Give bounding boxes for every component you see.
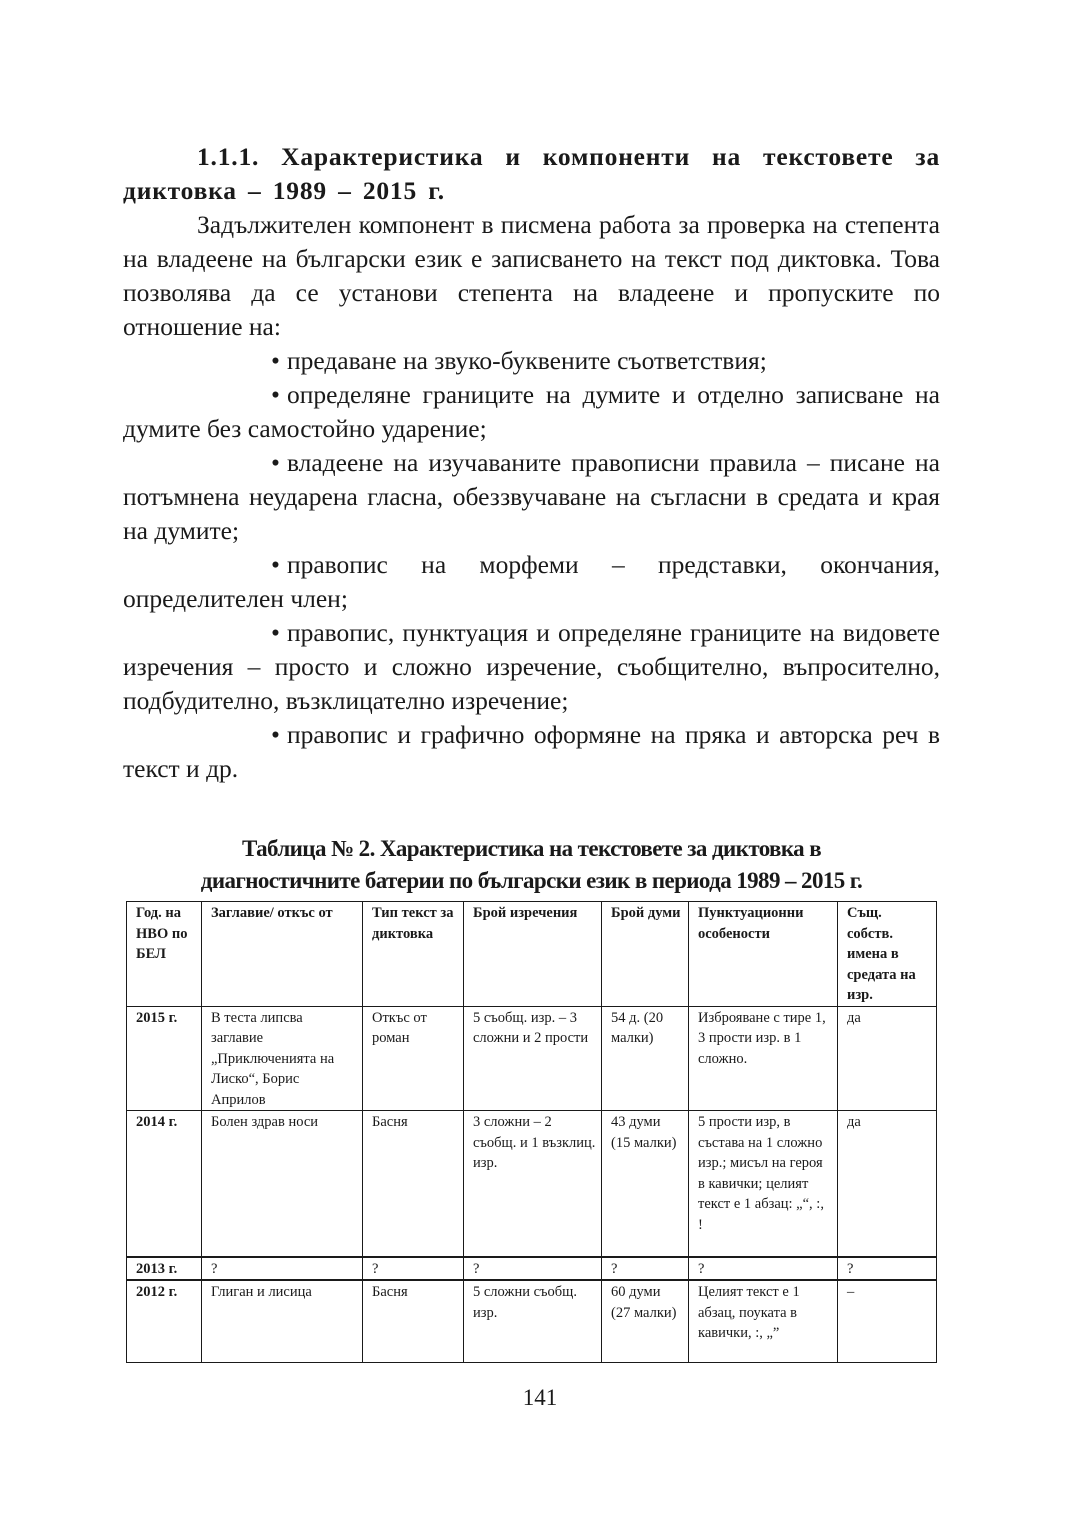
table-cell: Глиган и лисица <box>202 1280 363 1362</box>
table-cell: 60 думи (27 малки) <box>602 1280 689 1362</box>
section-title: 1.1.1. Характеристика и компоненти на текстовете за диктовка – 1989 – 2015 г. <box>123 142 940 205</box>
bullet-icon: • <box>271 550 280 579</box>
list-item: • правопис, пунктуация и определяне границите на видовете изречения – просто и сложно изречение, съобщително, въпросително, подбудително, възклицателно изречение; <box>123 618 940 715</box>
table-cell: 54 д. (20 малки) <box>602 1006 689 1111</box>
bullet-icon: • <box>271 448 280 477</box>
list-item: • определяне границите на думите и отделно записване на думите без самостойно ударение; <box>123 380 940 443</box>
table-row <box>127 1006 937 1111</box>
bullet-icon: • <box>271 618 280 647</box>
table-header-row <box>127 902 937 1007</box>
page-body <box>123 140 940 897</box>
table-cell: 43 думи (15 малки) <box>602 1111 689 1257</box>
list-item: • предаване на звуко-буквените съответствия; <box>123 344 940 378</box>
table-cell: В теста липсва заглавие „Приключенията на Лиско“, Борис Априлов <box>202 1006 363 1111</box>
table-cell: 5 съобщ. изр. – 3 сложни и 2 прости <box>464 1006 602 1111</box>
column-header-year: Год. на НВО по БЕЛ <box>127 902 202 1007</box>
table-cell: Басня <box>363 1111 464 1257</box>
table-cell: да <box>838 1006 937 1111</box>
table-cell: ? <box>689 1257 838 1281</box>
list-item: • правопис на морфеми – представки, окончания, определителен член; <box>123 550 940 613</box>
table-cell: – <box>838 1280 937 1362</box>
column-header-sentences: Брой изречения <box>464 902 602 1007</box>
table-cell: ? <box>602 1257 689 1281</box>
table-cell: 5 прости изр, в състава на 1 сложно изр.; мисъл на героя в кавички; целият текст е 1 абзац: „“, :, ! <box>689 1111 838 1257</box>
table-cell: да <box>838 1111 937 1257</box>
page-number: 141 <box>522 1385 558 1410</box>
table-cell: 2015 г. <box>127 1006 202 1111</box>
intro-paragraph: Задължителен компонент в писмена работа за проверка на степента на владеене на български език е записването на текст под диктовка. Това позволява да се установи степента на владеене и пропуските по отношение на: <box>123 210 940 341</box>
table-cell: Откъс от роман <box>363 1006 464 1111</box>
table-cell: 5 сложни съобщ. изр. <box>464 1280 602 1362</box>
column-header-text-type: Тип текст за диктовка <box>363 902 464 1007</box>
bullet-icon: • <box>271 720 280 749</box>
table-cell: ? <box>363 1257 464 1281</box>
column-header-punctuation: Пунктуационни особености <box>689 902 838 1007</box>
bullet-icon: • <box>271 346 280 375</box>
list-item: • владеене на изучаваните правописни правила – писане на потъмнена неударена гласна, обеззвучаване на съгласни в средата и края на думите; <box>123 448 940 545</box>
dictation-table <box>126 901 937 1363</box>
table-row <box>127 1257 937 1281</box>
table-cell: 2014 г. <box>127 1111 202 1257</box>
column-header-title: Заглавие/ откъс от <box>202 902 363 1007</box>
table-cell: Болен здрав носи <box>202 1111 363 1257</box>
table-cell: ? <box>202 1257 363 1281</box>
table-row <box>127 1280 937 1362</box>
table-cell: Басня <box>363 1280 464 1362</box>
table-cell: 3 сложни – 2 съобщ. и 1 възклиц. изр. <box>464 1111 602 1257</box>
bullet-icon: • <box>271 380 280 409</box>
table-row <box>127 1111 937 1257</box>
table-cell: ? <box>838 1257 937 1281</box>
table-cell: 2012 г. <box>127 1280 202 1362</box>
table-cell: ? <box>464 1257 602 1281</box>
column-header-words: Брой думи <box>602 902 689 1007</box>
table-caption: Таблица № 2. Характеристика на текстовете за диктовка в диагностичните батерии по български език в периода 1989 – 2015 г. <box>200 836 863 893</box>
table-cell: Изброяване с тире 1, 3 прости изр. в 1 сложно. <box>689 1006 838 1111</box>
list-item: • правопис и графично оформяне на пряка и авторска реч в текст и др. <box>123 720 940 783</box>
column-header-proper-nouns: Същ. собств. имена в средата на изр. <box>838 902 937 1007</box>
table-cell: Целият текст е 1 абзац, поуката в кавички, :, „” <box>689 1280 838 1362</box>
table-cell: 2013 г. <box>127 1257 202 1281</box>
